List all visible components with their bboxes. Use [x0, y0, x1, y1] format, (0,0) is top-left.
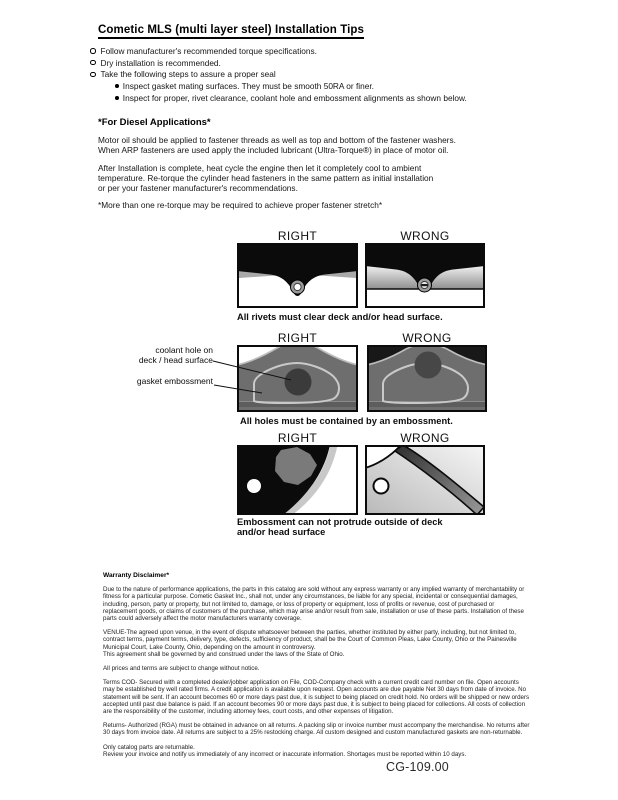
warranty-paragraph: Returns- Authorized (RGA) must be obtained in advance on all returns. A packing slip or invoice number must accompany the merchandise. No returns after 30 days from invoice date. All returns are subject to a 25% restocking charge. All custom designed and custom manufactured gaskets are non-returnable.: [103, 722, 530, 737]
list-item: [90, 57, 467, 69]
hole-embossment-wrong-image: [367, 345, 487, 412]
list-item-label: Dry installation is recommended.: [100, 57, 221, 68]
diesel-section: [98, 117, 456, 211]
circle-bullet-icon: [90, 72, 96, 78]
sub-list-item: [115, 80, 467, 92]
diesel-heading: *For Diesel Applications*: [98, 117, 211, 128]
leader-lines: [205, 355, 300, 400]
list-item-label: Follow manufacturer's recommended torque specifications.: [100, 45, 317, 56]
warranty-paragraph: All prices and terms are subject to change without notice.: [103, 665, 260, 673]
gasket-embossment-label: gasket embossment: [136, 376, 213, 386]
diagram-hole-embossment: [0, 331, 618, 431]
coolant-hole-label: coolant hole on deck / head surface: [138, 345, 213, 365]
retorque-note: *More than one re-torque may be required to achieve proper fastener stretch*: [98, 200, 383, 211]
wrong-label: WRONG: [402, 331, 452, 345]
warranty-paragraph: Due to the nature of performance applications, the parts in this catalog are sold without any express warranty or any implied warranty of merchantability or fitness for a particular purpose. Cometic Gasket Inc., shall not, under any circumstances, be liable for any special, incidental or consequential damages, including, person, party or property, but not limited to, damage, or loss of property or equipment, loss of profits or revenue, cost of purchased or replacement goods, or claims of customers of the purchase, which may arise and/or result from sale, installation or use of these parts. Installation of these parts could adversely affect the motor manufacturers warranty coverage.: [103, 586, 525, 623]
right-label: RIGHT: [277, 431, 318, 445]
list-item: [90, 45, 467, 57]
warranty-paragraph: This agreement shall be governed by and construed under the laws of the State of Ohio.: [103, 650, 345, 658]
diesel-paragraph-1: Motor oil should be applied to fastener threads as well as top and bottom of the fastener washers. When ARP fasteners are used apply the included lubricant (Ultra-Torque®) in place of motor oil.: [98, 135, 456, 156]
right-label: RIGHT: [277, 229, 318, 243]
sub-list-item-label: Inspect gasket mating surfaces. They must be smooth 50RA or finer.: [122, 81, 374, 92]
header-section: [90, 20, 467, 104]
warranty-paragraph: Terms COD- Secured with a completed dealer/jobber application on File, COD-Company check with a current credit card number on file. Open accounts may be established by well rated firms. A credit application is available upon request. Open accounts are due payable Net 30 days from date of invoice. No statement will be sent. If an account becomes 60 or more days past due, it is subject to being placed on credit hold. No orders will be shipped or new orders accepted until past due balance is paid. If an account becomes 90 or more days past due, it is subject to being placed for collections. All costs of collection are the responsibility of the customer, including attorney fees, court costs, and other expenses of litigation.: [103, 679, 530, 716]
rivet-clearance-right-image: [237, 243, 358, 308]
diagram-rivet-clearance: [0, 229, 618, 329]
warranty-paragraph: Only catalog parts are returnable.: [103, 743, 195, 751]
embossment-right-image: [237, 445, 358, 515]
sub-list-item-label: Inspect for proper, rivet clearance, coolant hole and embossment alignments as shown below.: [122, 93, 467, 104]
diagram-embossment-protrusion: [0, 431, 618, 541]
embossment-wrong-image: [365, 445, 485, 515]
page-title: Cometic MLS (multi layer steel) Installation Tips: [98, 24, 364, 39]
diagram-caption: Embossment can not protrude outside of deck and/or head surface: [237, 517, 443, 537]
dot-bullet-icon: [115, 84, 119, 88]
diesel-paragraph-2: After Installation is complete, heat cycle the engine then let it completely cool to ambient temperature. Re-torque the cylinder head fasteners in the same pattern as initial installation or per your fastener manufacturer's recommendations.: [98, 162, 434, 194]
tips-list: [90, 45, 467, 104]
warranty-section: [103, 572, 530, 758]
list-item: [90, 69, 467, 81]
doc-number: CG-109.00: [386, 760, 449, 774]
warranty-heading: Warranty Disclaimer*: [103, 572, 170, 579]
diagram-caption: All rivets must clear deck and/or head surface.: [237, 312, 443, 322]
diagram-caption: All holes must be contained by an embossment.: [240, 416, 453, 426]
wrong-label: WRONG: [400, 229, 450, 243]
list-item-label: Take the following steps to assure a proper seal: [100, 69, 276, 80]
wrong-label: WRONG: [400, 431, 450, 445]
warranty-paragraph: Review your invoice and notify us immediately of any incorrect or inaccurate information. Shortages must be reported within 10 days.: [103, 750, 467, 758]
dot-bullet-icon: [115, 96, 119, 100]
warranty-paragraph: VENUE-The agreed upon venue, in the event of dispute whatsoever between the parties, whether instituted by either party, including, but not limited to, contract terms, payment terms, delivery, type, defects, sufficiency of product, shall be the Court of Common Pleas, Lake County, Ohio or the Painesville Municipal Court, Lake County, Ohio, depending on the amount in controversy.: [103, 629, 517, 651]
sub-list-item: [115, 92, 467, 104]
circle-bullet-icon: [90, 60, 96, 66]
rivet-clearance-wrong-image: [365, 243, 485, 308]
circle-bullet-icon: [90, 48, 96, 54]
right-label: RIGHT: [277, 331, 318, 345]
